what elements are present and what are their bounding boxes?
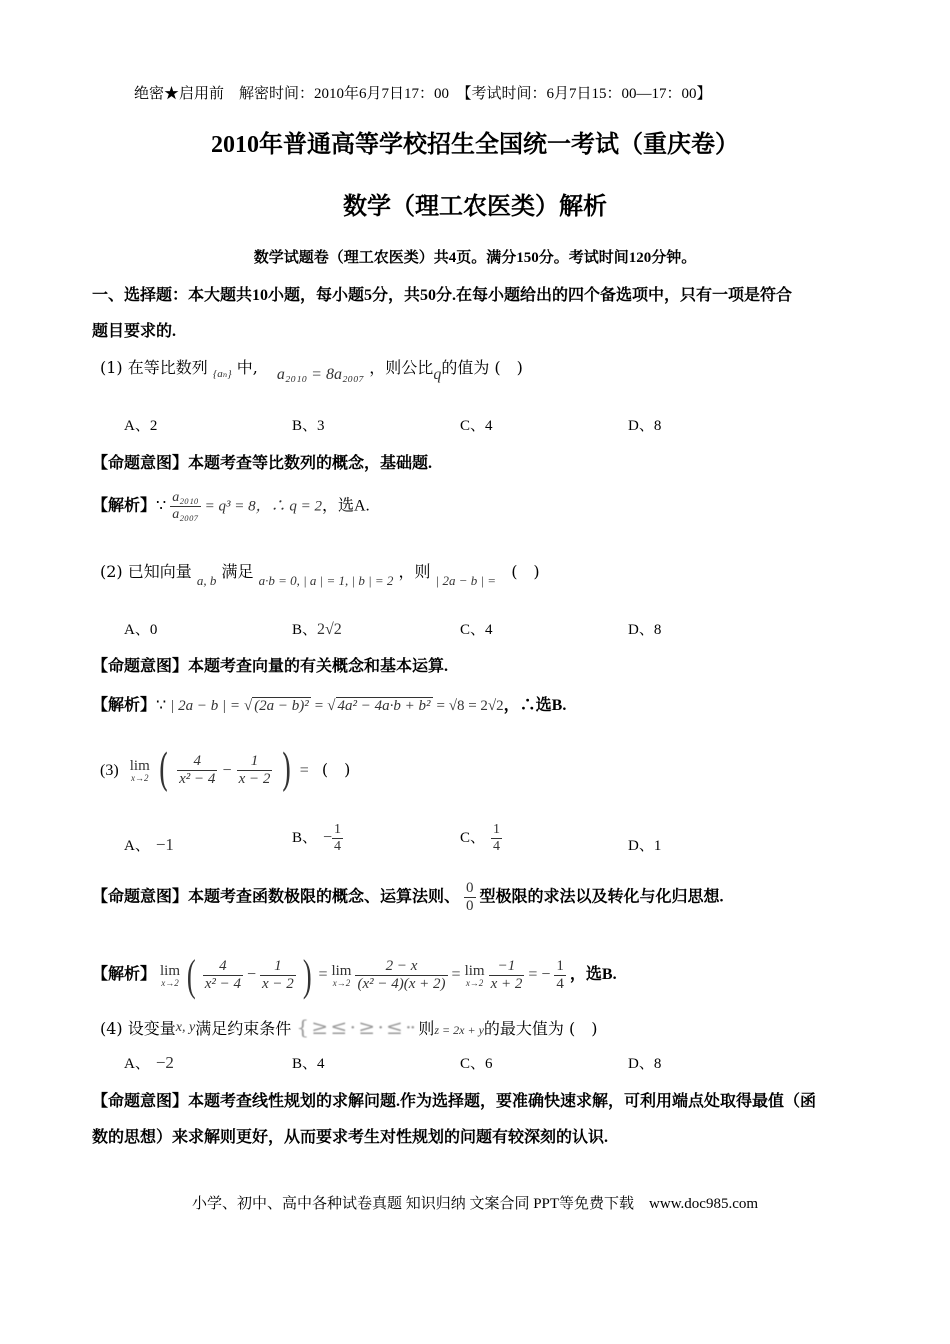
q3-sol-frac3-num: 2 − x <box>355 958 447 976</box>
q1-intent <box>92 450 432 473</box>
q3-sol-lim2-sub: x→2 <box>332 977 351 988</box>
q2-choice: ，∴选B. <box>503 697 567 714</box>
q3-intent-a: 本题考查函数极限的概念、运算法则、 <box>188 888 461 906</box>
q4-intent-line1 <box>92 1088 816 1111</box>
q1-q: q <box>433 366 442 383</box>
q3-sol-frac1-den: x² − 4 <box>204 976 241 992</box>
q3-sol-frac4-num: −1 <box>489 958 525 976</box>
q3-prefix: (3) <box>100 762 119 779</box>
q3-intent <box>92 880 724 916</box>
intent-label: 【命题意图】 <box>92 455 189 472</box>
q4-then: 则 <box>418 1019 435 1038</box>
q1-solution <box>92 490 370 523</box>
q1-prefix: (1) 在等比数列 <box>100 358 208 377</box>
q1-because: ∵ <box>156 497 167 515</box>
q4-mid: 满足约束条件 <box>195 1019 292 1038</box>
intent-label: 【命题意图】 <box>92 888 189 906</box>
q3-minus: − <box>222 762 232 779</box>
q3-sol-frac5 <box>554 958 566 994</box>
q1-sol-rest: = q³ = 8 <box>204 498 256 515</box>
q1-paren: ( ) <box>494 358 523 377</box>
q4-vars: x, y <box>175 1020 196 1035</box>
q1-ratio-num: a₂₀₁₀ <box>170 490 200 507</box>
q3-sol-eq2: = <box>451 966 461 984</box>
q4-intent-line2: 数的思想）来求解则更好，从而要求考生对性规划的问题有较深刻的认识. <box>92 1129 609 1146</box>
q2-vecs: a, b <box>196 573 217 588</box>
q2-option-d: D、8 <box>628 622 662 638</box>
q1-choice: ，选A. <box>322 497 370 515</box>
q2-mid: 满足 <box>221 562 254 581</box>
q3-sol-lim3-text: lim <box>464 962 485 979</box>
q1-seq: {aₙ} <box>212 368 232 380</box>
q1-ratio <box>170 490 200 523</box>
q2-prefix: (2) 已知向量 <box>100 562 192 581</box>
q3-sol-frac4-den: x + 2 <box>490 976 523 992</box>
q2-cond: a·b = 0, | a | = 1, | b | = 2 <box>258 573 394 588</box>
q3-option-b-den: 4 <box>334 839 342 855</box>
q3-option-a-math: −1 <box>155 835 174 854</box>
page-subtitle: 数学（理工农医类）解析 <box>343 194 607 220</box>
q1-option-a: A、2 <box>124 418 158 434</box>
q2-sol-c: = <box>314 698 324 714</box>
q3-option-b <box>292 822 343 855</box>
q2-because: ∵ <box>156 697 167 714</box>
q3-paren: ( ) <box>321 760 351 779</box>
q3-sol-frac4 <box>489 958 525 994</box>
q2-intent-text: 本题考查向量的有关概念和基本运算. <box>188 658 449 675</box>
q3-option-b-frac <box>332 822 343 855</box>
q3-lim-sub: x→2 <box>131 772 149 783</box>
q3-sol-eq-neg: = − <box>528 966 551 984</box>
q2-paren: ( ) <box>511 562 540 581</box>
q4-objective: z = 2x + y <box>434 1023 484 1037</box>
section-heading-line2: 题目要求的. <box>92 323 177 340</box>
q3-sol-lim1-text: lim <box>160 962 181 979</box>
q2-sol-d: 4a² − 4a·b + b² <box>337 698 431 714</box>
question-3: (3) lim x→2 ( $\frac{4}{\text{x² − 4}}$ − $\frac{1}{x - 2}$ ) = ( ) <box>100 745 351 796</box>
q1-ratio-den: a₂₀₀₇ <box>172 507 199 523</box>
q3-sol-lim1-sub: x→2 <box>161 977 179 988</box>
q2-intent <box>92 653 448 676</box>
q3-option-c-den: 4 <box>493 839 501 855</box>
q3-eq: = <box>299 762 309 779</box>
secret-line: 绝密★启用前 解密时间：2010年6月7日17：00 【考试时间：6月7日15：00—17：00】 <box>134 86 712 102</box>
q2-option-b-math: 2√2 <box>317 621 342 638</box>
q3-option-b-sign: − <box>323 829 333 847</box>
analysis-label: 【解析】 <box>92 497 157 515</box>
section-heading-line1: 一、选择题：本大题共10小题，每小题5分，共50分.在每小题给出的四个备选项中，只有一项是符合 <box>92 287 793 304</box>
q3-sol-frac2-den: x − 2 <box>262 976 294 992</box>
page-title: 2010年普通高等学校招生全国统一考试（重庆卷） <box>211 132 739 158</box>
q3-sol-lim2 <box>331 964 351 988</box>
q4-option-b: B、4 <box>292 1056 325 1072</box>
q3-sol-minus: − <box>246 966 256 984</box>
q3-frac2-num: 1 <box>237 753 273 771</box>
q4-constraint-system: { ≥ ≤ · ≥ · ≤ ·· <box>296 1015 419 1039</box>
q3-sol-frac2-num: 1 <box>260 958 296 976</box>
q1-tail2: 的值为 <box>441 358 490 377</box>
q3-option-c-num: 1 <box>491 822 502 839</box>
analysis-label: 【解析】 <box>92 966 157 984</box>
q3-sol-frac5-num: 1 <box>554 958 566 976</box>
q3-option-c <box>460 822 502 855</box>
q2-option-a: A、0 <box>124 622 158 638</box>
q1-option-b: B、3 <box>292 418 325 434</box>
q2-solution: 【解析】∵ | 2a − b | = √ (2a − b)² = √ 4a² − 4a·b + b² = √8 = 2√2，∴选B. <box>92 697 567 714</box>
q3-sol-frac5-den: 4 <box>556 976 564 992</box>
q1-cond: a₂₀₁₀ = 8a₂₀₀₇ <box>276 366 365 383</box>
q3-frac1-den: x² − 4 <box>179 771 216 787</box>
q3-intent-frac <box>464 880 476 916</box>
q3-lim <box>130 759 150 783</box>
q4-paren: ( ) <box>569 1019 598 1038</box>
q4-option-a-label: A、 <box>124 1056 150 1072</box>
analysis-label: 【解析】 <box>92 697 157 714</box>
q2-option-c: C、4 <box>460 622 493 638</box>
page-footer: 小学、初中、高中各种试卷真题 知识归纳 文案合同 PPT等免费下载 www.doc985.com <box>191 1196 759 1212</box>
q3-sol-lim3 <box>465 964 485 988</box>
q1-mid: 中, <box>236 358 258 377</box>
q3-frac2-den: x − 2 <box>238 771 271 787</box>
q3-intent-num: 0 <box>464 880 476 898</box>
q1-tail: ，则公比 <box>369 358 434 377</box>
q2-sol-e: = √8 = 2√2 <box>436 698 504 714</box>
exam-info: 数学试题卷（理工农医类）共4页。满分150分。考试时间120分钟。 <box>253 250 697 266</box>
q3-sol-lim2-text: lim <box>331 962 352 979</box>
question-1 <box>100 355 523 384</box>
q3-solution: 【解析】 lim x→2 ( $\frac{4}{\text{x² − 4}}$ − $\frac{1}{x - 2}$ ) = lim x→2 $\frac{2 - x}{\text{(x² − 4)(x + 2)}}$ = lim x→2 $\frac{-1}{x + 2}$ = − $\frac{1}{4}$ ，选B. <box>92 951 617 1000</box>
q2-sol-b: (2a − b)² <box>254 698 309 714</box>
q1-intent-text: 本题考查等比数列的概念，基础题. <box>188 455 433 472</box>
q3-option-d: D、1 <box>628 838 662 854</box>
q2-option-b <box>292 618 342 639</box>
q2-sol-a: | 2a − b | = <box>170 698 240 714</box>
q3-sol-frac3-den: (x² − 4)(x + 2) <box>357 976 446 992</box>
q3-frac1-num: 4 <box>177 753 217 771</box>
q3-intent-b: 型极限的求法以及转化与化归思想. <box>479 888 724 906</box>
q3-intent-den: 0 <box>466 898 474 915</box>
q1-therefore: ，∴ q = 2 <box>255 498 323 515</box>
q3-sol-lim3-sub: x→2 <box>465 977 484 988</box>
intent-label: 【命题意图】 <box>92 658 189 675</box>
q3-frac1 <box>177 753 217 789</box>
q3-frac2 <box>237 753 273 789</box>
q3-option-c-frac <box>491 822 502 855</box>
q4-option-a <box>124 1052 174 1073</box>
q2-expr: | 2a − b | = <box>435 573 497 588</box>
question-4 <box>100 1015 598 1039</box>
q3-option-b-num: 1 <box>332 822 343 839</box>
q3-sol-eq1: = <box>318 966 328 984</box>
q3-option-a <box>124 834 174 855</box>
q1-option-d: D、8 <box>628 418 662 434</box>
q3-sol-frac2 <box>260 958 296 994</box>
q3-lim-text: lim <box>129 757 150 774</box>
q3-option-c-label: C、 <box>460 830 486 847</box>
q1-option-c: C、4 <box>460 418 493 434</box>
q3-sol-frac3 <box>355 958 447 994</box>
q3-option-a-label: A、 <box>124 838 150 854</box>
q2-then: ，则 <box>398 562 431 581</box>
q4-intent-text1: 本题考查线性规划的求解问题.作为选择题，要准确快速求解，可利用端点处取得最值（函 <box>188 1093 817 1110</box>
q4-option-a-math: −2 <box>155 1053 174 1072</box>
q4-option-c: C、6 <box>460 1056 493 1072</box>
q3-sol-frac1 <box>203 958 243 994</box>
q3-sol-frac1-num: 4 <box>203 958 243 976</box>
q3-option-b-label: B、 <box>292 830 318 847</box>
question-2 <box>100 559 540 589</box>
intent-label: 【命题意图】 <box>92 1093 189 1110</box>
q2-option-b-label: B、 <box>292 622 318 638</box>
q3-choice: ，选B. <box>569 966 617 984</box>
q4-tail: 的最大值为 <box>483 1019 564 1038</box>
q4-option-d: D、8 <box>628 1056 662 1072</box>
q3-sol-lim1 <box>160 964 180 988</box>
q4-prefix: (4) 设变量 <box>100 1019 176 1038</box>
